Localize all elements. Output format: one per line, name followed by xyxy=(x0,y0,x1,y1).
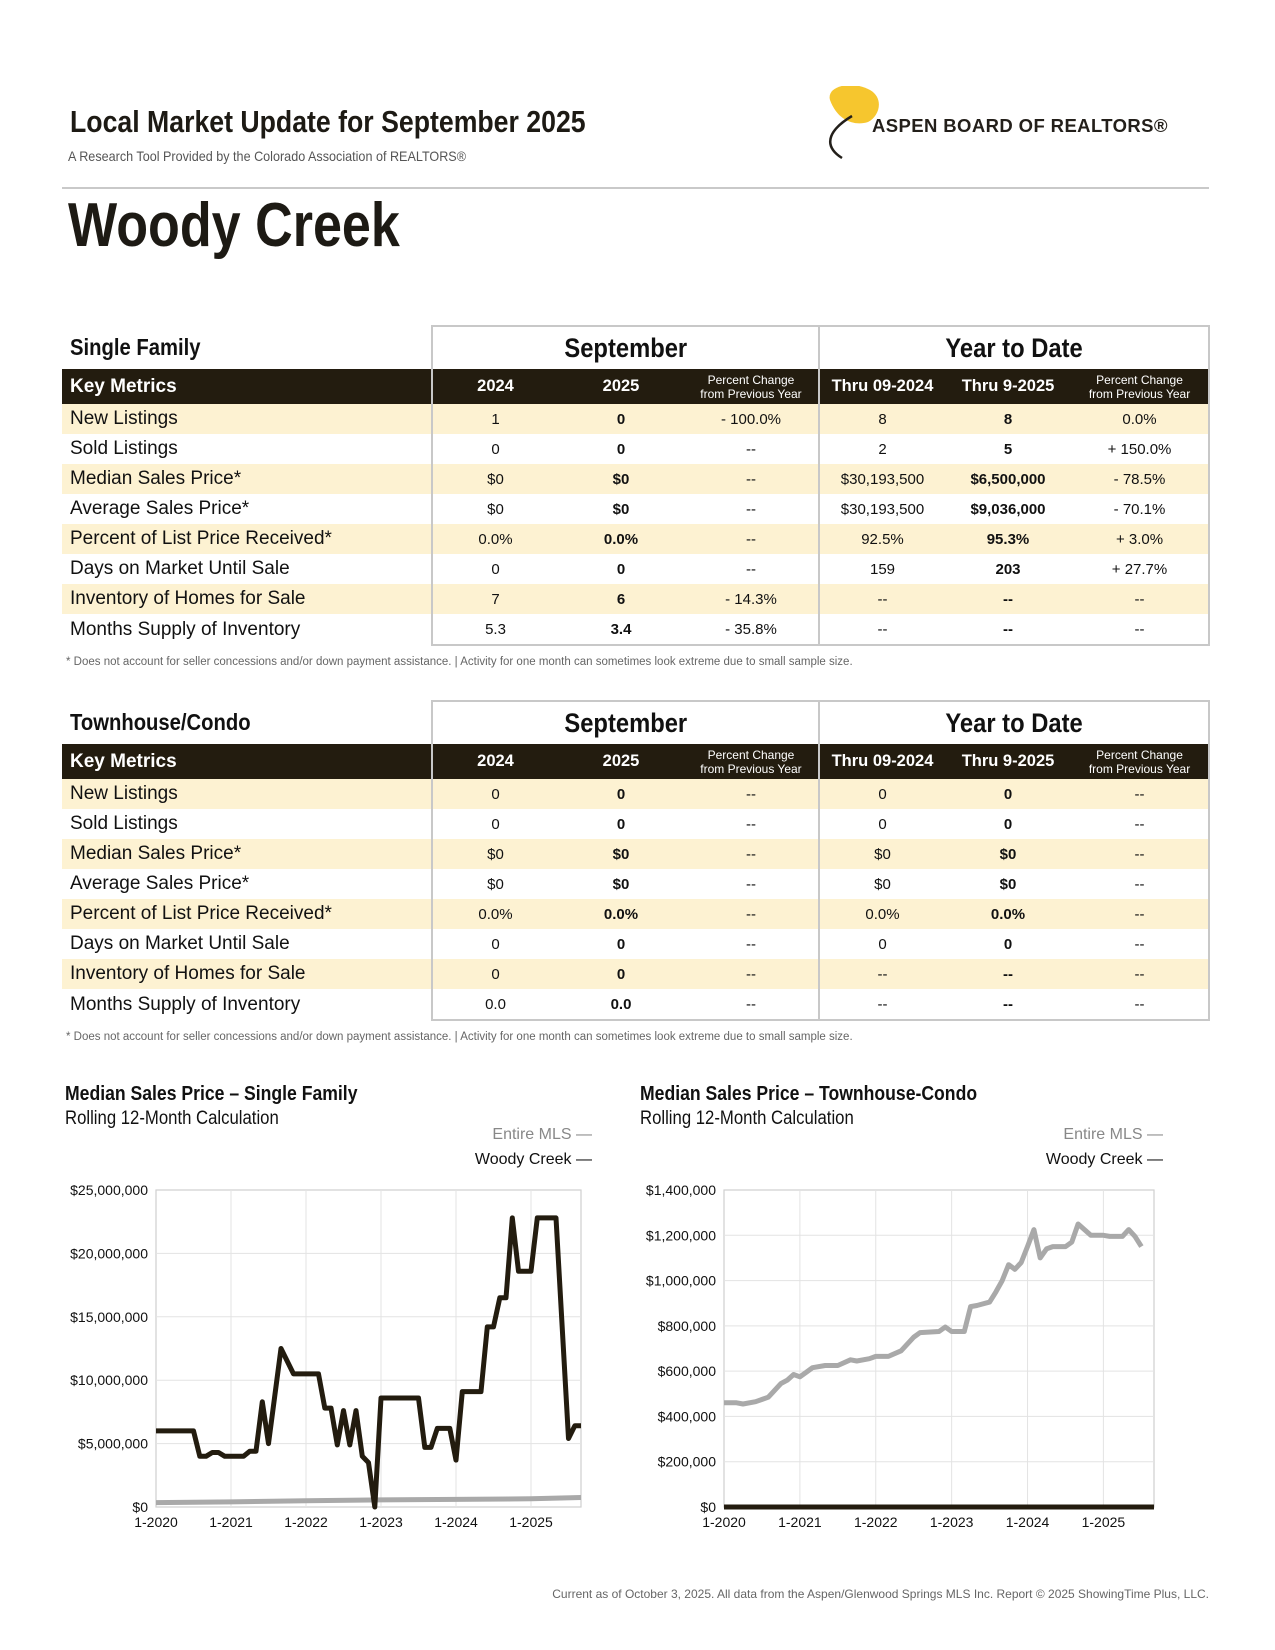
month-pct-value: -- xyxy=(684,989,819,1020)
ytd-group-header: Year to Date xyxy=(819,326,1209,369)
month-prev-value: 0 xyxy=(432,554,558,584)
month-pct-value: -- xyxy=(684,869,819,899)
month-curr-header: 2025 xyxy=(558,744,684,779)
ytd-prev-value: 0.0% xyxy=(819,899,945,929)
month-curr-value: 0.0 xyxy=(558,989,684,1020)
logo-text: ASPEN BOARD OF REALTORS® xyxy=(872,115,1168,136)
metric-label: Inventory of Homes for Sale xyxy=(62,584,432,614)
metric-label: Average Sales Price* xyxy=(70,498,250,519)
month-curr-value: 0 xyxy=(616,440,626,458)
month-prev-value: 0 xyxy=(432,809,558,839)
y-tick-label: $25,000,000 xyxy=(70,1182,148,1198)
metric-label: Days on Market Until Sale xyxy=(70,933,290,954)
month-prev-value: 0.0% xyxy=(432,899,558,929)
x-tick-label: 1-2024 xyxy=(1005,1514,1050,1530)
key-metrics-header: Key Metrics xyxy=(62,744,432,779)
metric-label: Days on Market Until Sale xyxy=(70,558,290,579)
ytd-pct-header: Percent Change from Previous Year xyxy=(1071,369,1209,404)
month-prev-value: 5.3 xyxy=(432,614,558,645)
ytd-pct-header: Percent Change from Previous Year xyxy=(1071,744,1209,779)
ytd-curr-value: 5 xyxy=(1003,440,1013,458)
ytd-prev-value: 2 xyxy=(878,440,887,458)
x-tick-label: 1-2021 xyxy=(778,1514,822,1530)
ytd-curr-value: -- xyxy=(945,614,1071,645)
month-curr-value: 3.4 xyxy=(558,614,684,645)
ytd-pct-value: -- xyxy=(1071,899,1209,929)
ytd-curr-value: $0 xyxy=(999,875,1017,893)
month-pct-value: -- xyxy=(684,899,819,929)
ytd-pct-value: + 3.0% xyxy=(1071,524,1209,554)
y-tick-label: $200,000 xyxy=(657,1453,716,1470)
month-curr-value: $0 xyxy=(558,464,684,494)
y-tick-label: $20,000,000 xyxy=(70,1245,148,1262)
month-prev-value: $0 xyxy=(432,464,558,494)
x-tick-label: 1-2022 xyxy=(853,1514,898,1530)
townhouse-condo-table xyxy=(62,700,1210,1021)
month-prev-value: 0.0% xyxy=(432,524,558,554)
ytd-prev-header: Thru 09-2024 xyxy=(819,369,945,404)
month-pct-value: -- xyxy=(684,434,819,464)
ytd-curr-value: 0 xyxy=(1003,815,1013,833)
month-pct-value: -- xyxy=(684,554,819,584)
plot-area xyxy=(724,1190,1154,1507)
table-row xyxy=(62,494,1209,524)
ytd-prev-value: 0 xyxy=(878,935,887,953)
table-row xyxy=(62,839,1209,869)
x-tick-label: 1-2020 xyxy=(702,1514,746,1530)
month-curr-value: 0.0% xyxy=(558,524,684,554)
ytd-prev-value: $0 xyxy=(819,839,945,869)
month-curr-value: 0 xyxy=(558,779,684,809)
table-row xyxy=(62,779,1209,809)
x-tick-label: 1-2022 xyxy=(284,1514,328,1530)
table-row xyxy=(62,989,1209,1020)
property-type-label: Single Family xyxy=(70,334,201,360)
ytd-pct-value: + 150.0% xyxy=(1071,434,1209,464)
ytd-prev-value: $30,193,500 xyxy=(819,464,945,494)
ytd-curr-value: 0.0% xyxy=(945,899,1071,929)
report-footer: Current as of October 3, 2025. All data from the Aspen/Glenwood Springs MLS Inc. Report © 2025 ShowingTime Plus, LLC. xyxy=(552,1587,1209,1601)
month-curr-value: 0 xyxy=(616,815,626,833)
ytd-pct-value: -- xyxy=(1071,869,1209,899)
metric-label: Average Sales Price* xyxy=(70,873,250,894)
metric-label: Months Supply of Inventory xyxy=(70,618,301,640)
table-row xyxy=(62,434,1209,464)
ytd-pct-value: - 70.1% xyxy=(1071,494,1209,524)
table-row xyxy=(62,869,1209,899)
ytd-curr-value: 8 xyxy=(945,404,1071,434)
ytd-curr-value: 203 xyxy=(995,560,1021,578)
ytd-pct-value: + 27.7% xyxy=(1071,554,1209,584)
ytd-prev-value: 0 xyxy=(819,779,945,809)
month-curr-value: $0 xyxy=(612,875,630,893)
month-prev-value: 0.0 xyxy=(432,989,558,1020)
y-tick-label: $1,400,000 xyxy=(645,1182,716,1198)
ytd-prev-value: 8 xyxy=(819,404,945,434)
y-tick-label: $15,000,000 xyxy=(70,1308,148,1325)
y-tick-label: $0 xyxy=(700,1499,716,1515)
ytd-curr-value: 95.3% xyxy=(945,524,1071,554)
y-tick-label: $0 xyxy=(132,1499,148,1515)
ytd-pct-value: -- xyxy=(1071,929,1209,959)
single-family-footnote: * Does not account for seller concessions and/or down payment assistance. | Activity for one month can sometimes look extreme due to small sample size. xyxy=(66,656,853,668)
month-curr-value: $0 xyxy=(612,500,630,518)
table-row xyxy=(62,959,1209,989)
ytd-prev-value: -- xyxy=(819,614,945,645)
month-pct-value: -- xyxy=(684,524,819,554)
ytd-curr-value: -- xyxy=(945,989,1071,1020)
y-tick-label: $10,000,000 xyxy=(70,1372,148,1389)
report-title: Local Market Update for September 2025 xyxy=(70,104,586,139)
chart2-plot xyxy=(635,1170,1275,1540)
ytd-prev-value: -- xyxy=(819,989,945,1020)
month-pct-value: - 100.0% xyxy=(684,404,819,434)
month-pct-header: Percent Change from Previous Year xyxy=(684,744,819,779)
month-prev-value: 0 xyxy=(432,779,558,809)
ytd-prev-value: $30,193,500 xyxy=(840,500,925,518)
ytd-pct-value: - 78.5% xyxy=(1071,464,1209,494)
metric-label: New Listings xyxy=(62,779,432,809)
table-row xyxy=(62,809,1209,839)
month-curr-value: 0 xyxy=(616,560,626,578)
ytd-prev-value: $0 xyxy=(874,875,891,893)
ytd-curr-value: -- xyxy=(945,584,1071,614)
month-pct-value: -- xyxy=(684,464,819,494)
ytd-curr-value: $0 xyxy=(945,839,1071,869)
header-divider xyxy=(62,187,1209,189)
month-curr-value: 0 xyxy=(616,935,626,953)
month-group-header: September xyxy=(432,701,819,744)
ytd-curr-value: 0 xyxy=(1003,935,1013,953)
ytd-pct-value: -- xyxy=(1071,839,1209,869)
report-subtitle: A Research Tool Provided by the Colorado Association of REALTORS® xyxy=(68,148,466,164)
chart2-title: Median Sales Price – Townhouse-Condo xyxy=(640,1083,978,1105)
property-type-label: Townhouse/Condo xyxy=(70,709,251,735)
metric-label: Months Supply of Inventory xyxy=(70,993,301,1015)
ytd-prev-value: -- xyxy=(819,959,945,989)
x-tick-label: 1-2023 xyxy=(929,1514,974,1530)
month-prev-value: 0 xyxy=(432,959,558,989)
y-tick-label: $800,000 xyxy=(657,1317,716,1334)
single-family-table xyxy=(62,325,1210,646)
ytd-pct-value: -- xyxy=(1071,959,1209,989)
table-row xyxy=(62,614,1209,645)
y-tick-label: $1,200,000 xyxy=(645,1227,716,1244)
month-prev-value: 0 xyxy=(432,929,558,959)
y-tick-label: $600,000 xyxy=(657,1363,716,1380)
month-pct-value: -- xyxy=(684,929,819,959)
ytd-pct-value: -- xyxy=(1071,614,1209,645)
ytd-prev-value: 159 xyxy=(869,560,896,578)
metric-label: Percent of List Price Received* xyxy=(62,899,432,929)
month-prev-value: $0 xyxy=(432,494,558,524)
month-pct-value: -- xyxy=(684,494,819,524)
metric-label: Median Sales Price* xyxy=(62,464,432,494)
month-group-header: September xyxy=(432,326,819,369)
chart1-subtitle: Rolling 12-Month Calculation xyxy=(65,1108,279,1129)
month-pct-value: - 14.3% xyxy=(684,584,819,614)
metric-label: Sold Listings xyxy=(70,813,178,834)
y-tick-label: $400,000 xyxy=(657,1408,716,1425)
ytd-curr-value: 0 xyxy=(945,779,1071,809)
chart1-legend-woody-creek: Woody Creek — xyxy=(474,1151,592,1168)
y-tick-label: $1,000,000 xyxy=(645,1272,716,1289)
table-row xyxy=(62,929,1209,959)
ytd-prev-value: 0 xyxy=(878,815,887,833)
month-pct-header: Percent Change from Previous Year xyxy=(684,369,819,404)
month-curr-value: 6 xyxy=(558,584,684,614)
month-prev-value: $0 xyxy=(432,869,558,899)
ytd-pct-value: 0.0% xyxy=(1071,404,1209,434)
month-prev-header: 2024 xyxy=(432,744,558,779)
month-curr-header: 2025 xyxy=(558,369,684,404)
townhouse-condo-footnote: * Does not account for seller concessions and/or down payment assistance. | Activity for one month can sometimes look extreme due to small sample size. xyxy=(66,1031,853,1043)
month-pct-value: -- xyxy=(684,809,819,839)
month-prev-value: 7 xyxy=(432,584,558,614)
chart2-subtitle: Rolling 12-Month Calculation xyxy=(640,1108,854,1129)
metric-label: Percent of List Price Received* xyxy=(62,524,432,554)
metric-label: Median Sales Price* xyxy=(62,839,432,869)
month-prev-value: 1 xyxy=(432,404,558,434)
metric-label: Sold Listings xyxy=(70,438,178,459)
ytd-prev-header: Thru 09-2024 xyxy=(819,744,945,779)
x-tick-label: 1-2023 xyxy=(359,1514,403,1530)
ytd-prev-value: 92.5% xyxy=(819,524,945,554)
chart1-legend-entire-mls: Entire MLS — xyxy=(492,1126,592,1143)
chart2-legend-woody-creek: Woody Creek — xyxy=(1045,1151,1163,1168)
ytd-curr-header: Thru 9-2025 xyxy=(945,369,1071,404)
month-pct-value: -- xyxy=(684,779,819,809)
month-prev-value: 0 xyxy=(432,434,558,464)
table-row xyxy=(62,524,1209,554)
ytd-pct-value: -- xyxy=(1071,779,1209,809)
table-row xyxy=(62,464,1209,494)
chart1-title: Median Sales Price – Single Family xyxy=(65,1083,358,1105)
table-row xyxy=(62,554,1209,584)
table-row xyxy=(62,404,1209,434)
month-curr-value: 0.0% xyxy=(558,899,684,929)
x-tick-label: 1-2025 xyxy=(1081,1514,1126,1530)
month-curr-value: 0 xyxy=(558,959,684,989)
x-tick-label: 1-2025 xyxy=(509,1514,553,1530)
ytd-curr-value: -- xyxy=(945,959,1071,989)
ytd-pct-value: -- xyxy=(1071,989,1209,1020)
y-tick-label: $5,000,000 xyxy=(77,1435,148,1452)
ytd-pct-value: -- xyxy=(1071,584,1209,614)
table-row xyxy=(62,584,1209,614)
ytd-curr-value: $6,500,000 xyxy=(945,464,1071,494)
chart1-plot xyxy=(0,1170,640,1540)
month-prev-header: 2024 xyxy=(432,369,558,404)
x-tick-label: 1-2021 xyxy=(209,1514,253,1530)
metric-label: New Listings xyxy=(62,404,432,434)
x-tick-label: 1-2024 xyxy=(434,1514,478,1530)
ytd-pct-value: -- xyxy=(1071,809,1209,839)
ytd-curr-value: $9,036,000 xyxy=(970,500,1046,518)
table-row xyxy=(62,899,1209,929)
month-pct-value: -- xyxy=(684,959,819,989)
chart2-legend-entire-mls: Entire MLS — xyxy=(1063,1126,1163,1143)
month-curr-value: 0 xyxy=(558,404,684,434)
month-curr-value: $0 xyxy=(558,839,684,869)
metric-label: Inventory of Homes for Sale xyxy=(62,959,432,989)
ytd-curr-header: Thru 9-2025 xyxy=(945,744,1071,779)
ytd-prev-value: -- xyxy=(819,584,945,614)
area-title: Woody Creek xyxy=(68,191,400,260)
key-metrics-header: Key Metrics xyxy=(62,369,432,404)
x-tick-label: 1-2020 xyxy=(134,1514,178,1530)
ytd-group-header: Year to Date xyxy=(819,701,1209,744)
month-pct-value: - 35.8% xyxy=(684,614,819,645)
month-prev-value: $0 xyxy=(432,839,558,869)
month-pct-value: -- xyxy=(684,839,819,869)
